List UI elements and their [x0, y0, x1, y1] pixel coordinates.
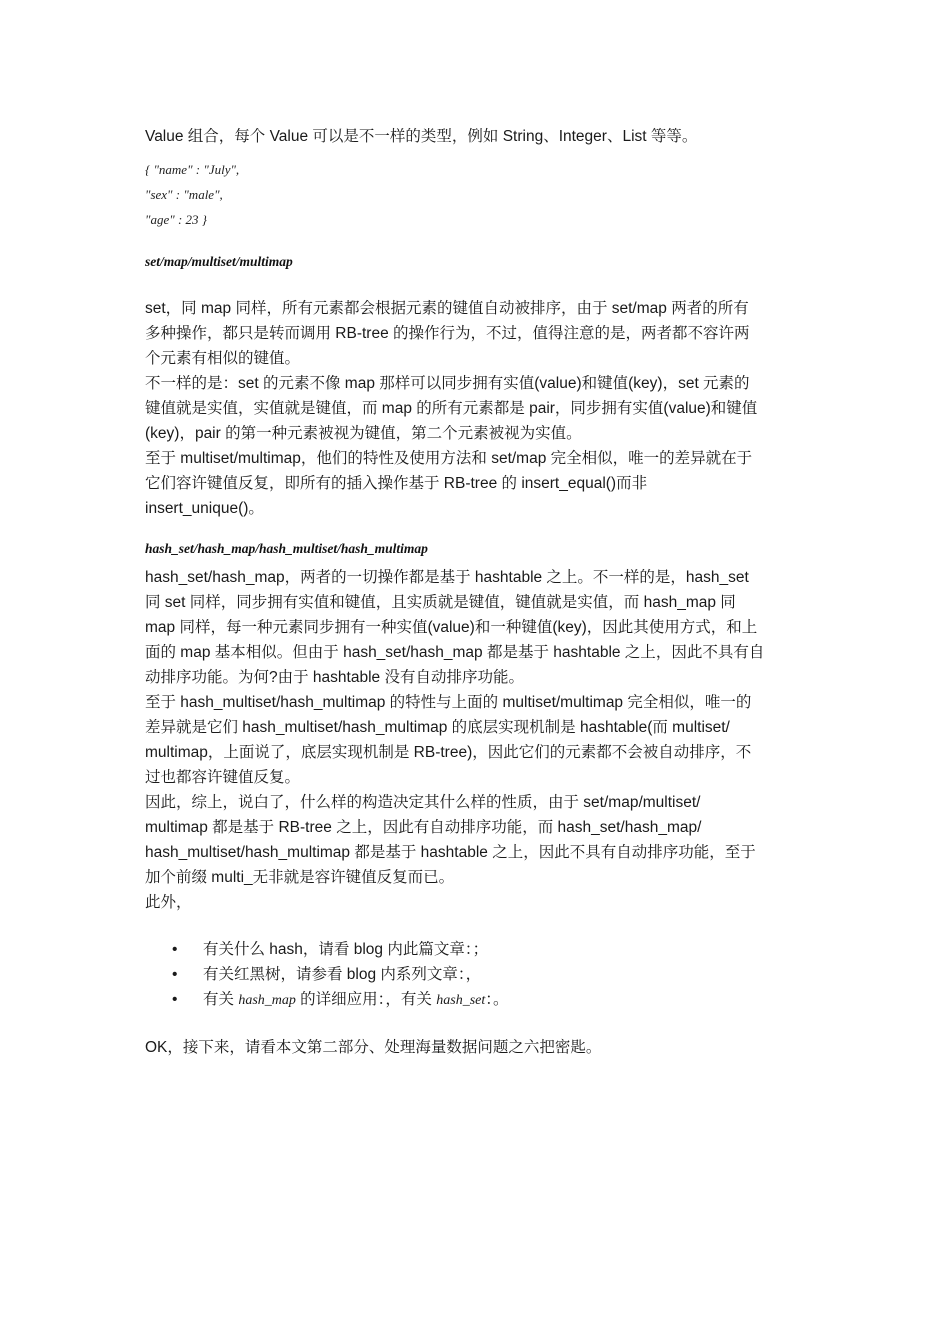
text-line: 过也都容许键值反复。	[145, 769, 301, 786]
text-line: hash_set/hash_map，两者的一切操作都是基于 hashtable 之上。不一样的是，hash_set	[145, 569, 749, 586]
list-item	[145, 937, 815, 962]
text-line: 不一样的是：set 的元素不像 map 那样可以同步拥有实值(value)和键值(key)，set 元素的	[145, 375, 750, 392]
list-item	[145, 962, 815, 987]
text-line: 至于 hash_multiset/hash_multimap 的特性与上面的 multiset/multimap 完全相似，唯一的	[145, 694, 752, 711]
text-line: multimap，上面说了，底层实现机制是 RB-tree)，因此它们的元素都不会被自动排序，不	[145, 744, 752, 761]
list-item-text: 有关什么 hash，请看 blog 内此篇文章：；	[203, 941, 489, 958]
code-line: "age" : 23 }	[145, 212, 207, 227]
list-item-text: 有关红黑树，请参看 blog 内系列文章：，	[203, 966, 482, 983]
hash-set-term: hash_set	[436, 993, 486, 1008]
section-hash-body	[145, 565, 815, 915]
list-item-text: 的详细应用：，有关	[295, 991, 437, 1008]
section-set-map-body	[145, 296, 815, 521]
code-line: { "name" : "July",	[145, 162, 240, 177]
text-line: map 同样，每一种元素同步拥有一种实值(value)和一种键值(key)，因此其使用方式，和上	[145, 619, 758, 636]
text-line: multimap 都是基于 RB-tree 之上，因此有自动排序功能，而 hash_set/hash_map/	[145, 819, 702, 836]
hash-map-term: hash_map	[238, 993, 296, 1008]
text-line: insert_unique()。	[145, 500, 264, 517]
text-line: 差异就是它们 hash_multiset/hash_multimap 的底层实现机制是 hashtable(而 multiset/	[145, 719, 730, 736]
text-line: 动排序功能。为何?由于 hashtable 没有自动排序功能。	[145, 669, 524, 686]
intro-text: Value 组合，每个 Value 可以是不一样的类型，例如 String、Integer、List 等等。	[145, 128, 698, 145]
bullet-icon: •	[172, 941, 178, 958]
text-line: 加个前缀 multi_无非就是容许键值反复而已。	[145, 869, 455, 886]
list-item	[145, 987, 815, 1013]
section-heading-set-map: set/map/multiset/multimap	[145, 254, 293, 269]
text-line: 它们容许键值反复，即所有的插入操作基于 RB-tree 的 insert_equal()而非	[145, 475, 648, 492]
text-line: 同 set 同样，同步拥有实值和键值，且实质就是键值，键值就是实值，而 hash_map 同	[145, 594, 736, 611]
reference-list	[145, 937, 815, 1013]
list-item-text: ：。	[485, 991, 509, 1008]
text-line: 至于 multiset/multimap，他们的特性及使用方法和 set/map 完全相似，唯一的差异就在于	[145, 450, 753, 467]
list-item-text: 有关	[203, 991, 239, 1008]
text-line: 面的 map 基本相似。但由于 hash_set/hash_map 都是基于 hashtable 之上，因此不具有自	[145, 644, 765, 661]
code-line: "sex" : "male",	[145, 187, 223, 202]
document-body	[145, 124, 815, 1060]
text-line: 因此，综上，说白了，什么样的构造决定其什么样的性质，由于 set/map/multiset/	[145, 794, 701, 811]
bullet-icon: •	[172, 991, 178, 1008]
text-line: 此外，	[145, 894, 192, 911]
section-heading-hash: hash_set/hash_map/hash_multiset/hash_multimap	[145, 541, 428, 556]
bullet-icon: •	[172, 966, 178, 983]
text-line: 个元素有相似的键值。	[145, 350, 301, 367]
closing-text: OK，接下来，请看本文第二部分、处理海量数据问题之六把密匙。	[145, 1039, 602, 1056]
text-line: 键值就是实值，实值就是键值，而 map 的所有元素都是 pair，同步拥有实值(value)和键值	[145, 400, 758, 417]
text-line: (key)，pair 的第一种元素被视为键值，第二个元素被视为实值。	[145, 425, 582, 442]
text-line: set，同 map 同样，所有元素都会根据元素的键值自动被排序，由于 set/map 两者的所有	[145, 300, 749, 317]
text-line: 多种操作，都只是转而调用 RB-tree 的操作行为，不过，值得注意的是，两者都不容许两	[145, 325, 750, 342]
text-line: hash_multiset/hash_multimap 都是基于 hashtable 之上，因此不具有自动排序功能，至于	[145, 844, 756, 861]
